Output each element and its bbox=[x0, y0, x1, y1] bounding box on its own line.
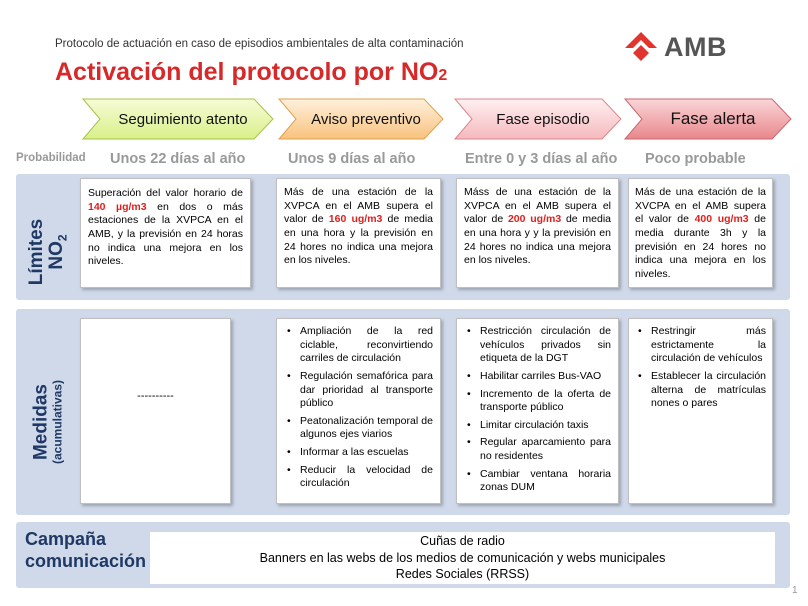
phase-alerta bbox=[624, 98, 792, 140]
list-item: • Habilitar carriles Bus-VAO bbox=[464, 370, 611, 384]
phase-aviso bbox=[278, 98, 444, 140]
measures-label-sub: (acumulativas) bbox=[50, 379, 65, 465]
title-main: Activación del protocolo por NO bbox=[55, 58, 439, 86]
limit-card-aviso: Más de una estación de la XVPCA en el AMB supera el valor de 160 ug/m3 de media en una hora y la previsión en 24 hores no indica una mejora en los niveles. bbox=[276, 178, 441, 288]
list-item: • Incremento de la oferta de transporte público bbox=[464, 388, 611, 415]
list-item: • Cambiar ventana horaria zonas DUM bbox=[464, 468, 611, 495]
probability-value: Unos 22 días al año bbox=[110, 151, 246, 167]
limit-card-seguimiento: Superación del valor horario de 140 µg/m3 en dos o más estaciones de la XVPCA en el AMB, y la previsión en 24 horas no indica una mejora en los niveles. bbox=[80, 178, 251, 288]
campaign-item: Redes Sociales (RRSS) bbox=[395, 567, 530, 582]
amb-logo-icon bbox=[624, 31, 658, 63]
list-item: • Reducir la velocidad de circulación bbox=[284, 464, 433, 491]
list-item: • Restringir más estrictamente la circulación de vehículos bbox=[635, 325, 766, 366]
phase-label: Aviso preventivo bbox=[311, 110, 421, 128]
limit-value: 400 ug/m3 bbox=[694, 213, 749, 226]
page-number: 1 bbox=[792, 585, 798, 596]
limit-value: 160 ug/m3 bbox=[328, 213, 383, 226]
list-item: • Ampliación de la red ciclable, reconvirtiendo carriles de circulación bbox=[284, 325, 433, 366]
probability-label: Probabilidad bbox=[16, 152, 86, 164]
list-item: • Peatonalización temporal de algunos ejes viarios bbox=[284, 415, 433, 442]
list-item: • Limitar circulación taxis bbox=[464, 419, 611, 433]
limit-value: 140 µg/m3 bbox=[88, 200, 147, 213]
campaign-box bbox=[150, 532, 775, 584]
probability-value: Entre 0 y 3 días al año bbox=[465, 151, 618, 167]
campaign-row-label: Campaña comunicación bbox=[25, 529, 147, 571]
probability-value: Poco probable bbox=[645, 151, 746, 167]
limit-value: 200 ug/m3 bbox=[507, 213, 562, 226]
limits-label-main: Límites bbox=[25, 218, 47, 286]
phase-label: Fase episodio bbox=[496, 110, 590, 128]
measures-card-seguimiento bbox=[80, 318, 231, 504]
probability-value: Unos 9 días al año bbox=[288, 151, 416, 167]
phase-label: Seguimiento atento bbox=[118, 110, 248, 128]
phase-seguimiento bbox=[82, 98, 274, 140]
phase-episodio bbox=[454, 98, 622, 140]
measures-card-episodio bbox=[456, 318, 619, 504]
measures-card-alerta bbox=[628, 318, 773, 504]
logo-text: AMB bbox=[664, 31, 727, 62]
campaign-item: Cuñas de radio bbox=[420, 534, 505, 549]
title-subscript: 2 bbox=[438, 67, 448, 84]
limit-card-episodio: Máss de una estación de la XVPCA en el AMB supera el valor de 200 ug/m3 de media en una hora y y la previsión en 24 hores no indica una mejora en los niveles. bbox=[456, 178, 619, 288]
amb-logo bbox=[624, 30, 727, 64]
measures-card-aviso bbox=[276, 318, 441, 504]
phase-label: Fase alerta bbox=[670, 109, 756, 128]
list-item: • Regular aparcamiento para no residentes bbox=[464, 436, 611, 463]
limits-row-label bbox=[27, 219, 69, 286]
document-subtitle: Protocolo de actuación en caso de episodios ambientales de alta contaminación bbox=[55, 38, 464, 50]
measures-row-label bbox=[32, 380, 65, 464]
measures-label-main: Medidas bbox=[30, 383, 52, 461]
limit-card-alerta: Más de una estación de la XVCPA en el AMB supera el valor de 400 ug/m3 de media durante 3h y la previsión en 24 hores no indica una mejora en los niveles. bbox=[628, 178, 773, 288]
list-item: • Regulación semafórica para dar prioridad al transporte público bbox=[284, 370, 433, 411]
list-item: • Restricción circulación de vehículos privados sin etiqueta de la DGT bbox=[464, 325, 611, 366]
list-item: • Establecer la circulación alterna de matrículas nones o pares bbox=[635, 370, 766, 411]
limits-label-chem: $NO_2$ bbox=[45, 234, 70, 270]
measures-empty-text: ---------- bbox=[137, 390, 174, 402]
campaign-item: Banners en las webs de los medios de comunicación y webs municipales bbox=[259, 550, 666, 565]
list-item: • Informar a las escuelas bbox=[284, 446, 433, 460]
page-title bbox=[55, 58, 447, 87]
